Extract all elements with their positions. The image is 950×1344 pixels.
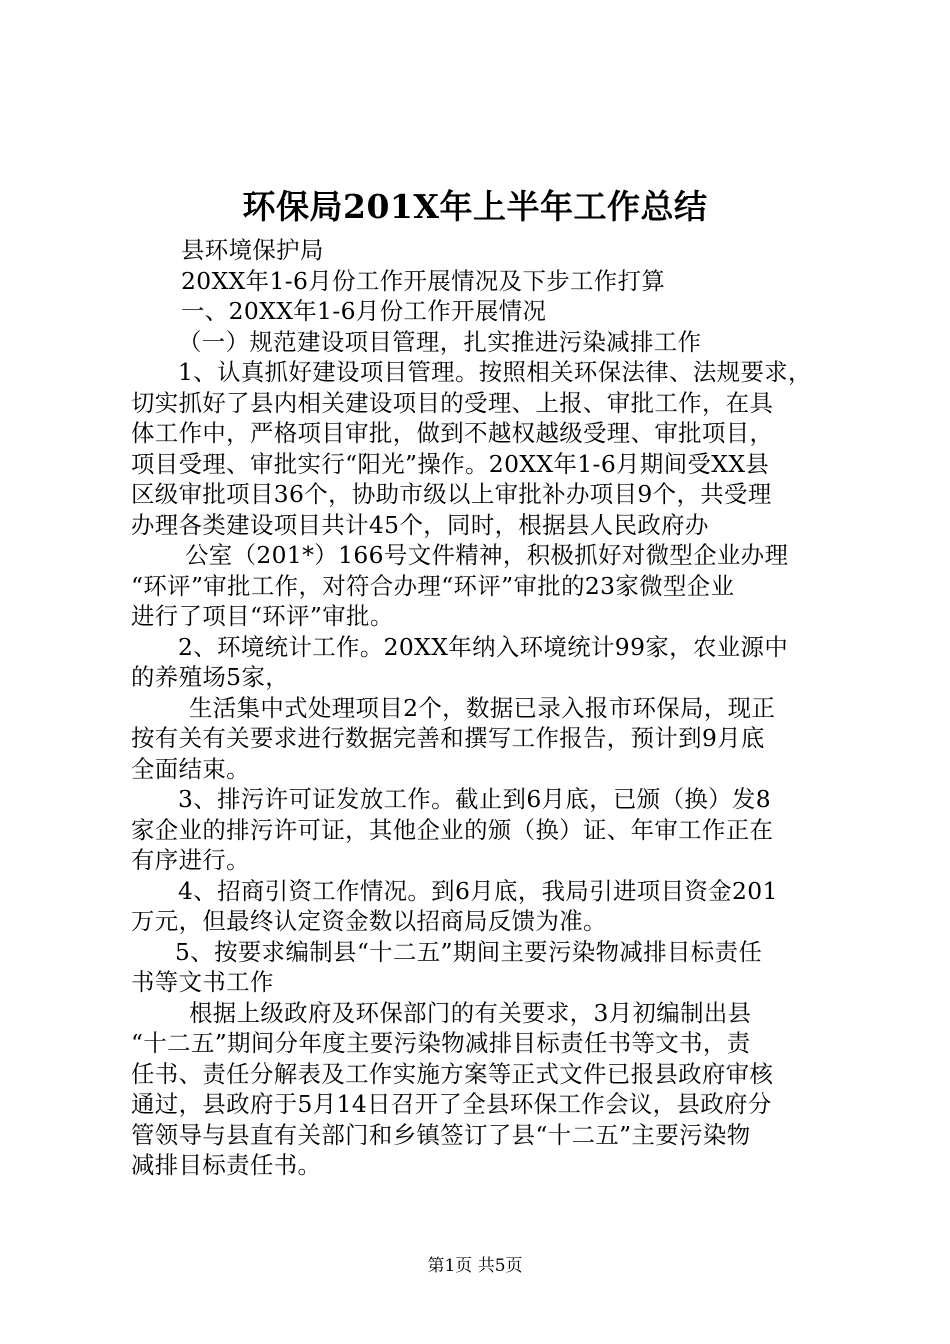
- document-body: [131, 235, 837, 1181]
- paragraph-line: “环评”审批工作，对符合办理“环评”审批的23家微型企业: [131, 571, 735, 600]
- paragraph-line: “十二五”期间分年度主要污染物减排目标责任书等文书，责: [131, 1029, 751, 1057]
- paragraph-line: 办理各类建设项目共计45个，同时，根据县人民政府办: [131, 510, 709, 539]
- page-number-footer: 第1页 共5页: [427, 1256, 523, 1276]
- paragraph-line: 1、认真抓好建设项目管理。按照相关环保法律、法规要求，: [178, 358, 812, 386]
- paragraph-line: 体工作中，严格项目审批，做到不越权越级受理、审批项目，: [131, 419, 774, 447]
- paragraph-line: 5、按要求编制县“十二五”期间主要污染物减排目标责任: [175, 937, 763, 966]
- paragraph-line: 通过，县政府于5月14日召开了全县环保工作会议，县政府分: [131, 1090, 772, 1118]
- paragraph-line: 进行了项目“环评”审批。: [131, 602, 394, 630]
- paragraph-line: 区级审批项目36个，协助市级以上审批补办项目9个，共受理: [131, 480, 772, 508]
- paragraph-line: 县环境保护局: [181, 236, 324, 264]
- paragraph-line: 20XX年1-6月份工作开展情况及下步工作打算: [181, 266, 666, 295]
- paragraph-line: 的养殖场5家，: [131, 663, 290, 691]
- paragraph-line: 切实抓好了县内相关建设项目的受理、上报、审批工作，在具: [131, 388, 774, 417]
- paragraph-line: 公室（201*）166号文件精神，积极抓好对微型企业办理: [185, 541, 789, 569]
- paragraph-line: 有序进行。: [131, 846, 250, 874]
- paragraph-line: 万元，但最终认定资金数以招商局反馈为准。: [131, 907, 607, 935]
- paragraph-line: 按有关有关要求进行数据完善和撰写工作报告，预计到9月底: [131, 724, 765, 752]
- paragraph-line: 全面结束。: [131, 754, 250, 783]
- paragraph-line: （一）规范建设项目管理，扎实推进污染减排工作: [178, 327, 702, 356]
- paragraph-line: 3、排污许可证发放工作。截止到6月底，已颁（换）发8: [178, 785, 772, 813]
- paragraph-line: 减排目标责任书。: [131, 1151, 322, 1179]
- paragraph-line: 家企业的排污许可证，其他企业的颁（换）证、年审工作正在: [131, 815, 774, 844]
- paragraph-line: 根据上级政府及环保部门的有关要求，3月初编制出县: [189, 998, 752, 1027]
- paragraph-line: 管领导与县直有关部门和乡镇签订了县“十二五”主要污染物: [131, 1120, 751, 1149]
- paragraph-line: 任书、责任分解表及工作实施方案等正式文件已报县政府审核: [131, 1059, 774, 1088]
- document-title: 环保局201X年上半年工作总结: [242, 187, 708, 226]
- paragraph-line: 一、20XX年1-6月份工作开展情况: [181, 297, 547, 325]
- paragraph-line: 项目受理、审批实行“阳光”操作。20XX年1-6月期间受XX县: [131, 449, 770, 478]
- paragraph-line: 4、招商引资工作情况。到6月底，我局引进项目资金201: [178, 876, 778, 905]
- paragraph-line: 书等文书工作: [131, 968, 274, 996]
- paragraph-line: 生活集中式处理项目2个，数据已录入报市环保局，现正: [189, 693, 776, 722]
- paragraph-line: 2、环境统计工作。20XX年纳入环境统计99家，农业源中: [178, 632, 789, 661]
